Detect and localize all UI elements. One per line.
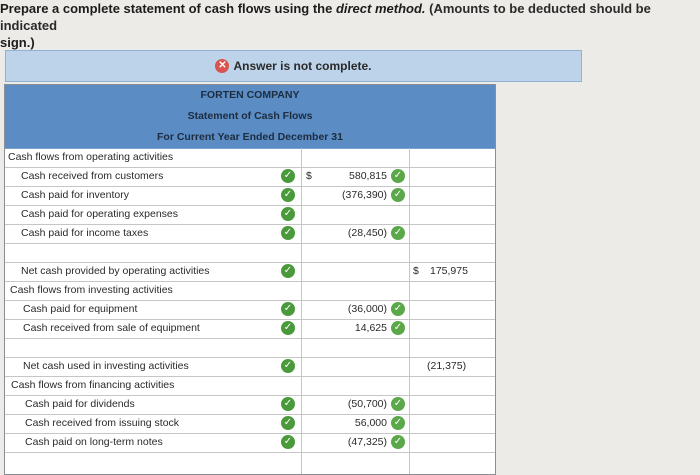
check-icon: ✓	[281, 226, 295, 240]
check-icon: ✓	[391, 397, 405, 411]
check-icon: ✓	[391, 435, 405, 449]
check-icon: ✓	[391, 416, 405, 430]
check-icon: ✓	[391, 321, 405, 335]
x-circle-icon: ✕	[215, 59, 229, 73]
check-icon: ✓	[391, 188, 405, 202]
check-icon: ✓	[281, 264, 295, 278]
total-field[interactable]: (21,375)	[427, 360, 467, 372]
check-icon: ✓	[391, 169, 405, 183]
row-label[interactable]: Cash paid for equipment	[23, 303, 138, 315]
table-row	[5, 224, 495, 244]
row-label[interactable]: Cash paid for inventory	[21, 189, 129, 201]
row-label[interactable]: Cash paid for income taxes	[21, 227, 149, 239]
row-label[interactable]: Cash paid for operating expenses	[21, 208, 179, 220]
check-icon: ✓	[281, 416, 295, 430]
check-icon: ✓	[281, 207, 295, 221]
table-row	[5, 300, 495, 320]
check-icon: ✓	[391, 226, 405, 240]
check-icon: ✓	[281, 169, 295, 183]
instruction-note-continued: sign.)	[0, 35, 35, 50]
instruction-note: (Amounts to be deducted should be indicated	[0, 1, 651, 33]
check-icon: ✓	[281, 321, 295, 335]
table-row	[5, 433, 495, 453]
table-row	[5, 357, 495, 377]
check-icon: ✓	[281, 359, 295, 373]
blank-row	[5, 243, 495, 263]
cash-flow-statement	[4, 84, 496, 475]
table-row	[5, 319, 495, 339]
amount-field[interactable]: (36,000)	[347, 303, 387, 315]
instructions	[0, 0, 700, 51]
table-row	[5, 395, 495, 415]
row-label[interactable]: Cash received from customers	[21, 170, 164, 182]
row-label[interactable]: Net cash used in investing activities	[23, 360, 189, 372]
check-icon: ✓	[281, 302, 295, 316]
instruction-lead: Prepare a complete statement of cash flows using the	[0, 1, 336, 16]
instruction-method: direct method.	[335, 1, 426, 16]
row-label[interactable]: Net cash provided by operating activities	[21, 265, 210, 277]
section-header-investing: Cash flows from investing activities	[5, 281, 495, 301]
answer-status-banner	[5, 50, 582, 82]
blank-row	[5, 338, 495, 358]
row-label[interactable]: Cash paid for dividends	[25, 398, 135, 410]
amount-field[interactable]: (47,325)	[347, 436, 387, 448]
row-label[interactable]: Cash received from sale of equipment	[23, 322, 200, 334]
dollar-sign: $	[413, 265, 419, 277]
table-row	[5, 167, 495, 187]
amount-field[interactable]: 14,625	[354, 322, 387, 334]
section-header-financing: Cash flows from financing activities	[5, 376, 495, 396]
statement-period: For Current Year Ended December 31	[5, 127, 495, 149]
check-icon: ✓	[281, 397, 295, 411]
row-label[interactable]: Cash paid on long-term notes	[25, 436, 163, 448]
table-row	[5, 262, 495, 282]
amount-field[interactable]: (28,450)	[347, 227, 387, 239]
amount-field[interactable]: 580,815	[349, 170, 387, 182]
statement-title: Statement of Cash Flows	[5, 106, 495, 128]
table-row	[5, 205, 495, 225]
check-icon: ✓	[281, 435, 295, 449]
table-row	[5, 414, 495, 434]
row-label[interactable]: Cash received from issuing stock	[25, 417, 180, 429]
amount-field[interactable]: (50,700)	[347, 398, 387, 410]
section-header-operating: Cash flows from operating activities	[5, 148, 495, 168]
answer-status-text: Answer is not complete.	[233, 59, 372, 73]
amount-field[interactable]: 56,000	[354, 417, 387, 429]
amount-field[interactable]: (376,390)	[342, 189, 387, 201]
table-row	[5, 186, 495, 206]
total-field[interactable]: 175,975	[430, 265, 468, 277]
company-name: FORTEN COMPANY	[5, 85, 495, 107]
dollar-sign: $	[306, 170, 312, 182]
check-icon: ✓	[281, 188, 295, 202]
check-icon: ✓	[391, 302, 405, 316]
